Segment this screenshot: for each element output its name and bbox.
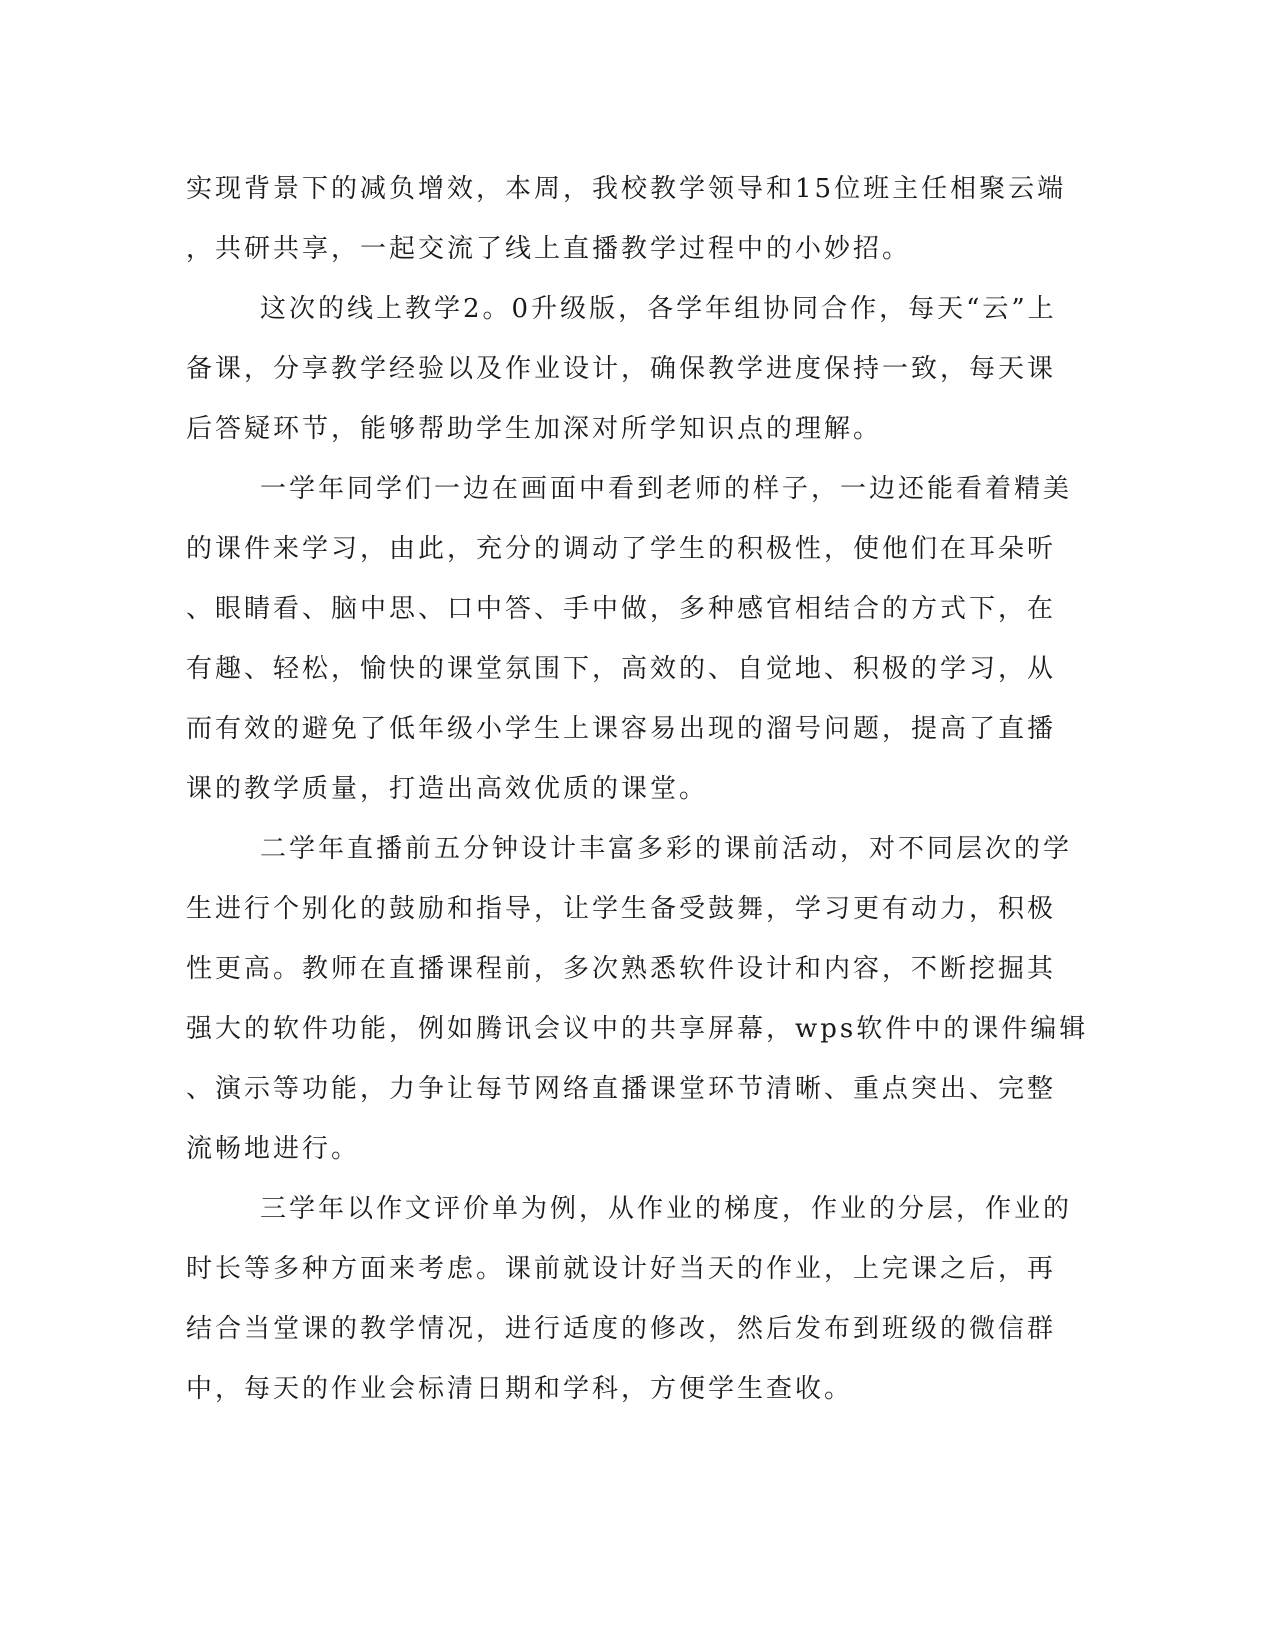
text-line: 、演示等功能，力争让每节网络直播课堂环节清晰、重点突出、完整: [186, 1074, 1057, 1104]
paragraph: [186, 279, 1090, 459]
text-line: 时长等多种方面来考虑。课前就设计好当天的作业，上完课之后，再: [186, 1254, 1057, 1284]
paragraph: [186, 819, 1090, 1179]
text-line: 流畅地进行。: [186, 1134, 361, 1164]
paragraph: [186, 459, 1090, 819]
text-line: ，共研共享，一起交流了线上直播教学过程中的小妙招。: [186, 234, 912, 264]
text-line: 课的教学质量，打造出高效优质的课堂。: [186, 774, 709, 804]
text-line: 三学年以作文评价单为例，从作业的梯度，作业的分层，作业的: [260, 1194, 1073, 1224]
text-line: 结合当堂课的教学情况，进行适度的修改，然后发布到班级的微信群: [186, 1314, 1057, 1344]
text-line: 备课，分享教学经验以及作业设计，确保教学进度保持一致，每天课: [186, 354, 1057, 384]
paragraph: [186, 1179, 1090, 1419]
text-line: 性更高。教师在直播课程前，多次熟悉软件设计和内容，不断挖掘其: [186, 954, 1057, 984]
text-line: 强大的软件功能，例如腾讯会议中的共享屏幕，wps软件中的课件编辑: [186, 1014, 1089, 1044]
text-line: 生进行个别化的鼓励和指导，让学生备受鼓舞，学习更有动力，积极: [186, 894, 1057, 924]
text-line: 二学年直播前五分钟设计丰富多彩的课前活动，对不同层次的学: [260, 834, 1073, 864]
text-line: 的课件来学习，由此，充分的调动了学生的积极性，使他们在耳朵听: [186, 534, 1057, 564]
text-line: 有趣、轻松，愉快的课堂氛围下，高效的、自觉地、积极的学习，从: [186, 654, 1057, 684]
text-line: 后答疑环节，能够帮助学生加深对所学知识点的理解。: [186, 414, 883, 444]
text-line: 一学年同学们一边在画面中看到老师的样子，一边还能看着精美: [260, 474, 1073, 504]
text-line: 而有效的避免了低年级小学生上课容易出现的溜号问题，提高了直播: [186, 714, 1057, 744]
paragraph: [186, 159, 1090, 279]
text-line: 这次的线上教学2。0升级版，各学年组协同合作，每天“云”上: [260, 294, 1057, 324]
text-line: 实现背景下的减负增效，本周，我校教学领导和15位班主任相聚云端: [186, 174, 1067, 204]
text-line: 中，每天的作业会标清日期和学科，方便学生查收。: [186, 1374, 854, 1404]
text-line: 、眼睛看、脑中思、口中答、手中做，多种感官相结合的方式下，在: [186, 594, 1057, 624]
document-body: [186, 159, 1090, 1419]
